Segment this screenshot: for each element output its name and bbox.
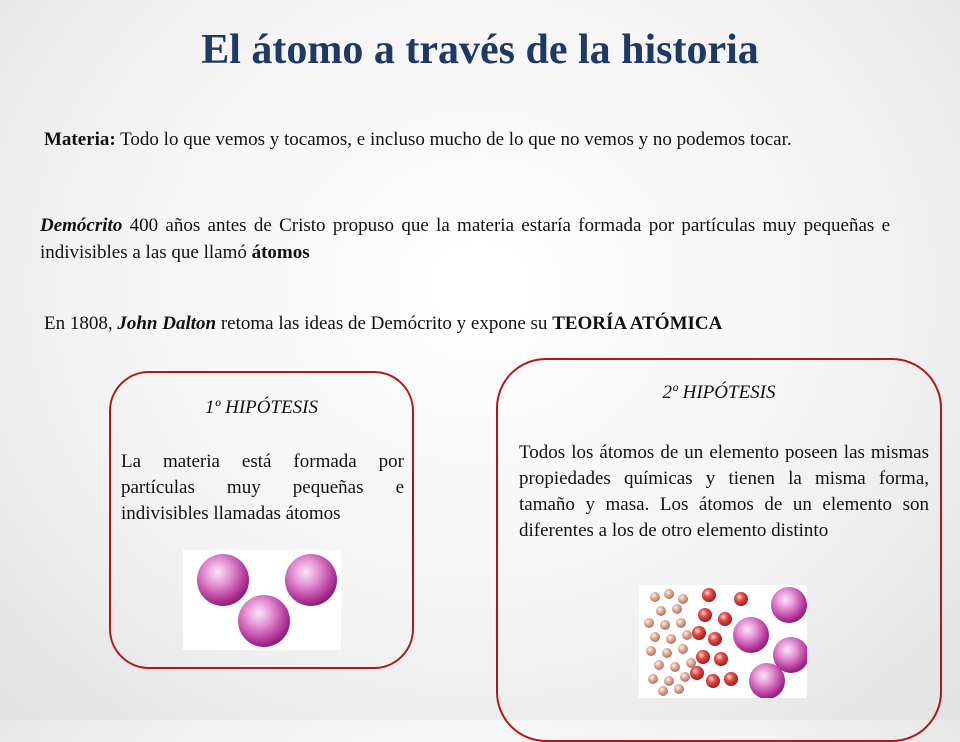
red-atom xyxy=(718,612,732,626)
small-atom xyxy=(678,644,688,654)
atoms-illustration-1 xyxy=(183,550,341,650)
dalton-middle: retoma las ideas de Demócrito y expone su xyxy=(216,313,553,334)
small-atom xyxy=(682,630,692,640)
democrito-name: Demócrito xyxy=(40,215,123,236)
small-atom xyxy=(680,672,690,682)
hypothesis-2-box xyxy=(496,358,942,742)
hypothesis-2-text: Todos los átomos de un elemento poseen las mismas propiedades químicas y tienen la misma forma, tamaño y masa. Los átomos de un elemento son diferentes a los de otro elemento distinto xyxy=(519,442,929,541)
small-atom xyxy=(650,592,660,602)
small-atom xyxy=(644,618,654,628)
page-title: El átomo a través de la historia xyxy=(201,27,759,73)
large-atom xyxy=(771,587,807,623)
small-atom xyxy=(678,594,688,604)
small-atom xyxy=(654,660,664,670)
materia-definition xyxy=(44,126,888,153)
red-atom xyxy=(692,626,706,640)
small-atom xyxy=(676,618,686,628)
small-atom xyxy=(674,684,684,694)
atom-sphere xyxy=(238,595,290,647)
hypothesis-1-box xyxy=(109,371,414,669)
red-atom xyxy=(690,666,704,680)
small-atom xyxy=(656,606,666,616)
democrito-paragraph xyxy=(40,212,890,266)
red-atom xyxy=(734,592,748,606)
small-atom xyxy=(664,589,674,599)
atom-sphere xyxy=(197,554,249,606)
dalton-theory: TEORÍA ATÓMICA xyxy=(552,313,723,334)
small-atom xyxy=(658,686,668,696)
red-atom xyxy=(708,632,722,646)
red-atom xyxy=(706,674,720,688)
atom-sphere xyxy=(285,554,337,606)
hypothesis-2-title: 2º HIPÓTESIS xyxy=(662,382,776,403)
materia-text: Todo lo que vemos y tocamos, e incluso mucho de lo que no vemos y no podemos tocar. xyxy=(115,129,792,150)
red-atom xyxy=(696,650,710,664)
democrito-term: átomos xyxy=(251,242,310,263)
small-atom xyxy=(672,604,682,614)
dalton-prefix: En 1808, xyxy=(44,313,118,334)
small-atom xyxy=(666,634,676,644)
small-atom xyxy=(648,674,658,684)
large-atom xyxy=(749,663,785,698)
hypothesis-1-text: La materia está formada por partículas muy pequeñas e indivisibles llamadas átomos xyxy=(121,451,404,524)
hypothesis-1-title: 1º HIPÓTESIS xyxy=(204,397,319,418)
red-atom xyxy=(698,608,712,622)
small-atom xyxy=(662,648,672,658)
materia-label: Materia: xyxy=(44,129,116,150)
red-atom xyxy=(724,672,738,686)
small-atom xyxy=(664,676,674,686)
democrito-text: 400 años antes de Cristo propuso que la materia estaría formada por partículas muy pequeñas e indivisibles a las que llamó xyxy=(40,215,890,263)
red-atom xyxy=(702,588,716,602)
small-atom xyxy=(670,662,680,672)
dalton-name: John Dalton xyxy=(117,313,217,334)
atoms-illustration-2 xyxy=(639,585,807,698)
small-atom xyxy=(650,632,660,642)
dalton-paragraph xyxy=(44,310,914,337)
small-atom xyxy=(660,620,670,630)
red-atom xyxy=(714,652,728,666)
large-atom xyxy=(733,617,769,653)
small-atom xyxy=(646,646,656,656)
